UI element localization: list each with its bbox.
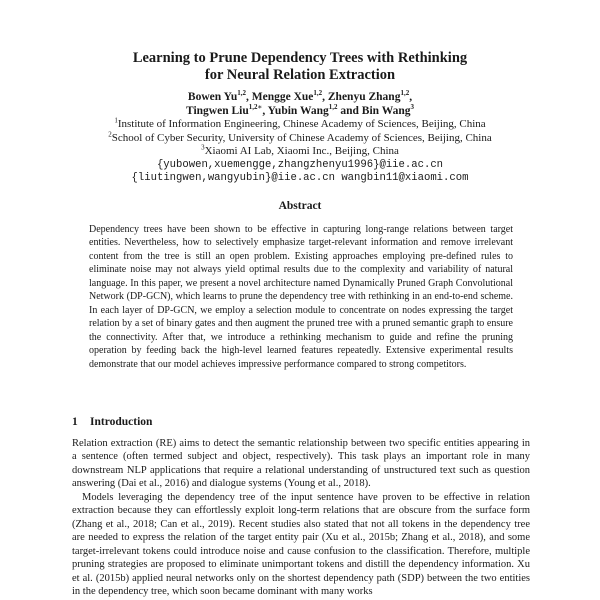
section-number: 1 [72,416,78,428]
affiliation-text: Institute of Information Engineering, Chinese Academy of Sciences, Beijing, China [117,118,486,130]
paragraph: Models leveraging the dependency tree of the input sentence have proven to be effective in relation extraction because they can effortlessly exploit long-term relations that are obscure from the surface form (Zhang et al., 2018; Can et al., 2019). Recent studies also stated that not all tokens in the dependency tree are needed to express the relation of the target entity pair (Xu et al., 2015b; Zhang et al., 2018), and some target-irrelevant tokens could introduce noise and cause confusion to the classification. Therefore, multiple pruning strategies are proposed to eliminate unimportant tokens and distill the dependency information. Xu et al. (2015b) applied neural networks only on the shortest dependency path (SDP) between the two entities in the dependency tree, which soon became dominant with many works [72,491,530,597]
author-affil-mark: 1,2 [400,89,410,98]
paragraph: Relation extraction (RE) aims to detect the semantic relationship between two specific entities appearing in a sentence (often termed subject and object, respectively). This task plays an important role in many downstream NLP applications that require a relational understanding of unstructured text such as question answering (Dai et al., 2016) and dialogue systems (Young et al., 2018). [72,438,530,490]
abstract-heading: Abstract [278,200,322,212]
abstract-body: Dependency trees have been shown to be effective in capturing long-range relations between target entities. Nevertheless, how to selectively emphasize target-relevant information and remove irrelevant content from the tree is still an open problem. Existing approaches employing pre-defined rules to eliminate noise may not always yield optimal results due to the complexity and variability of natural language. In this paper, we present a novel architecture named Dynamically Pruned Graph Convolutional Network (DP-GCN), which learns to prune the dependency tree with rethinking in an end-to-end scheme. In each layer of DP-GCN, we employ a selection module to concentrate on nodes expressing the target relation by a set of binary gates and then augment the pruned tree with a pruned semantic graph to ensure the connectivity. After that, we introduce a rethinking mechanism to guide and refine the pruning operation by feeding back the high-level learned features repeatedly. Extensive experimental results demonstrate that our model achieves impressive performance compared to strong competitors. [89,224,513,370]
author-affil-mark: 1,2 [313,89,323,98]
section-body [72,437,530,598]
affiliations [0,118,600,186]
affiliation-3 [0,145,600,159]
affiliation-mark: 3 [201,143,205,152]
author-name: Bin Wang [361,105,411,117]
author-name: Mengge Xue [251,91,314,103]
author-line-2: Tingwen Liu$^{1,2∗}$, Yubin Wang$^{1,2}$ and Bin Wang$^3$ [186,103,414,117]
author-name: Tingwen Liu [186,105,249,117]
author-affil-mark: 1,2 [237,89,246,98]
title-line-2: for Neural Relation Extraction [204,67,396,83]
affiliation-mark: 1 [114,116,118,125]
title-line-1: Learning to Prune Dependency Trees with Rethinking [132,50,468,66]
author-name: Zhenyu Zhang [327,91,401,103]
email-line-1: {yubowen,xuemengge,zhangzhenyu1996}@iie.ac.cn [156,158,444,171]
author-line-1: Bowen Yu$^{1,2}$, Mengge Xue$^{1,2}$, Zhenyu Zhang$^{1,2}$, [187,89,413,103]
affiliation-1 [0,118,600,132]
author-name: Yubin Wang [267,105,329,117]
section-title: Introduction [90,416,153,428]
email-line-2: {liutingwen,wangyubin}@iie.ac.cn wangbin11@xiaomi.com [131,172,469,185]
author-affil-mark: 3 [410,103,414,112]
author-name: Bowen Yu [187,91,238,103]
author-affil-mark: 1,2∗ [248,103,263,112]
affiliation-text: School of Cyber Security, University of Chinese Academy of Sciences, Beijing, China [111,131,492,144]
author-list [0,90,600,118]
affiliation-mark: 2 [108,129,112,138]
affiliation-2 [0,129,600,146]
paper-title [0,50,600,84]
author-affil-mark: 1,2 [328,103,338,112]
section-heading [72,416,152,428]
affiliation-text: Xiaomi AI Lab, Xiaomi Inc., Beijing, China [204,145,399,158]
